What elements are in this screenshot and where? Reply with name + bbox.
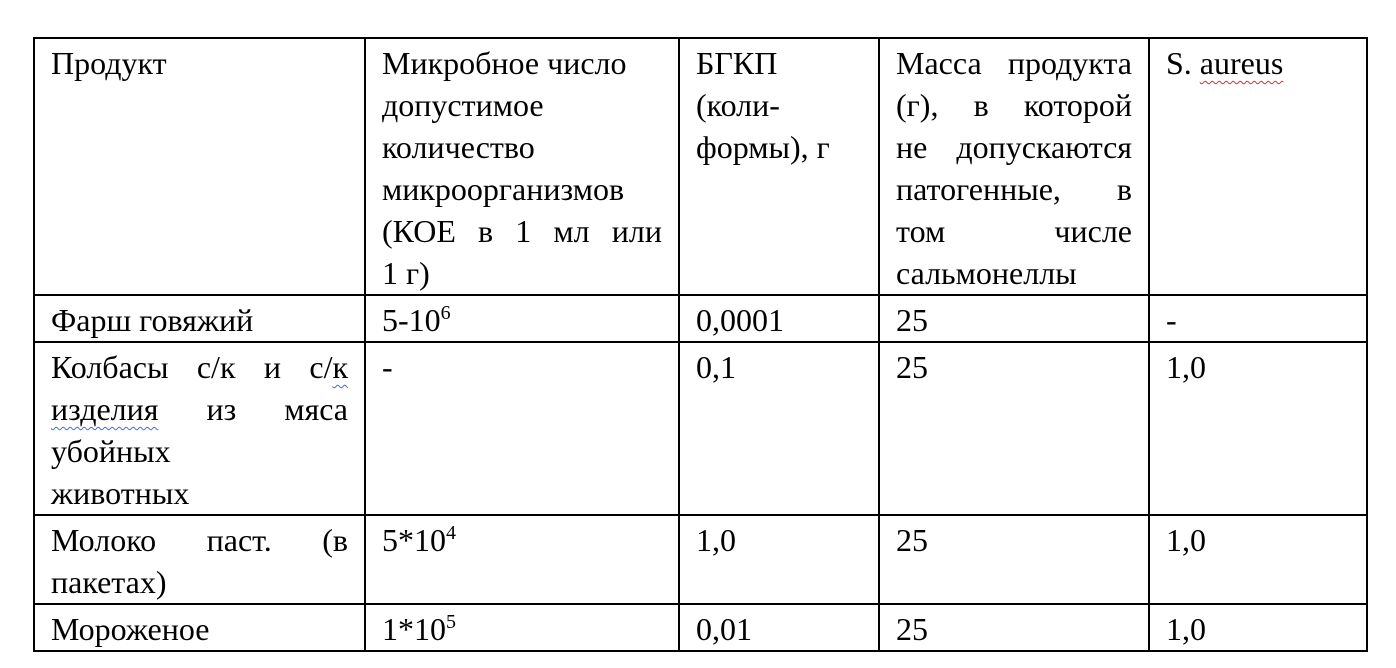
header-microbial-count <box>365 38 679 295</box>
header-bgkp-line: (коли- <box>696 87 780 123</box>
header-mass-line: том числе <box>896 213 1132 249</box>
cell-saureus <box>1149 604 1367 651</box>
cell-product <box>34 515 365 604</box>
header-bgkp <box>679 38 879 295</box>
saureus-value: 1,0 <box>1166 522 1206 558</box>
header-saureus-prefix: S. <box>1166 45 1200 81</box>
cell-mass <box>879 515 1149 604</box>
header-saureus-word: aureus <box>1199 45 1284 81</box>
microbial-base: - <box>382 349 393 385</box>
table-row <box>34 604 1367 651</box>
bgkp-value: 0,0001 <box>696 302 784 338</box>
header-microbial-line: количество <box>382 129 535 165</box>
cell-saureus <box>1149 515 1367 604</box>
product-line-part: Колбасы с/к и с/ <box>51 349 333 385</box>
header-product-label: Продукт <box>51 45 167 81</box>
header-microbial-line: Микробное число <box>382 45 627 81</box>
table-row <box>34 342 1367 515</box>
bgkp-value: 1,0 <box>696 522 736 558</box>
saureus-value: 1,0 <box>1166 611 1206 647</box>
table-header-row <box>34 38 1367 295</box>
cell-mass <box>879 604 1149 651</box>
cell-microbial-count <box>365 604 679 651</box>
product-line: убойных <box>51 433 171 469</box>
cell-product <box>34 342 365 515</box>
cell-microbial-count <box>365 342 679 515</box>
table-row <box>34 295 1367 342</box>
mass-value: 25 <box>896 522 928 558</box>
cell-bgkp <box>679 295 879 342</box>
header-mass-line: Масса продукта <box>896 45 1132 81</box>
product-line: Молоко паст. (в <box>51 522 348 558</box>
cell-bgkp <box>679 342 879 515</box>
cell-saureus <box>1149 342 1367 515</box>
cell-bgkp <box>679 515 879 604</box>
header-saureus <box>1149 38 1367 295</box>
cell-microbial-count <box>365 295 679 342</box>
header-bgkp-line: БГКП <box>696 45 778 81</box>
microbial-base: 1*10 <box>382 611 446 647</box>
product-name: Мороженое <box>51 611 210 647</box>
cell-mass <box>879 342 1149 515</box>
microbial-exponent: 4 <box>446 522 456 544</box>
bgkp-value: 0,01 <box>696 611 752 647</box>
mass-value: 25 <box>896 349 928 385</box>
cell-microbial-count <box>365 515 679 604</box>
header-bgkp-line: формы), г <box>696 129 830 165</box>
cell-saureus <box>1149 295 1367 342</box>
microbial-exponent: 6 <box>440 302 451 324</box>
cell-product <box>34 604 365 651</box>
header-mass <box>879 38 1149 295</box>
table-row <box>34 515 1367 604</box>
product-line: пакетах) <box>51 564 167 600</box>
cell-mass <box>879 295 1149 342</box>
header-microbial-line: 1 г) <box>382 255 430 291</box>
header-mass-line: патогенные, в <box>896 171 1132 207</box>
mass-value: 25 <box>896 302 928 338</box>
header-microbial-line: (КОЕ в 1 мл или <box>382 213 662 249</box>
product-line-part: изделия <box>51 391 159 427</box>
product-name: Фарш говяжий <box>51 302 254 338</box>
cell-bgkp <box>679 604 879 651</box>
header-microbial-line: допустимое <box>382 87 544 123</box>
microbial-base: 5*10 <box>382 522 446 558</box>
microbial-exponent: 5 <box>446 611 456 633</box>
header-mass-line: сальмонеллы <box>896 255 1077 291</box>
product-line-part: из мяса <box>206 391 349 427</box>
product-line-part: к <box>332 349 348 385</box>
cell-product <box>34 295 365 342</box>
mass-value: 25 <box>896 611 928 647</box>
microbiology-standards-table <box>33 37 1368 652</box>
header-microbial-line: микроорганизмов <box>382 171 625 207</box>
saureus-value: - <box>1166 302 1177 338</box>
header-mass-line: не допускаются <box>896 129 1132 165</box>
product-line: животных <box>51 475 190 511</box>
bgkp-value: 0,1 <box>696 349 736 385</box>
microbial-base: 5-10 <box>382 302 441 338</box>
saureus-value: 1,0 <box>1166 349 1206 385</box>
header-mass-line: (г), в которой <box>896 87 1132 123</box>
header-product <box>34 38 365 295</box>
